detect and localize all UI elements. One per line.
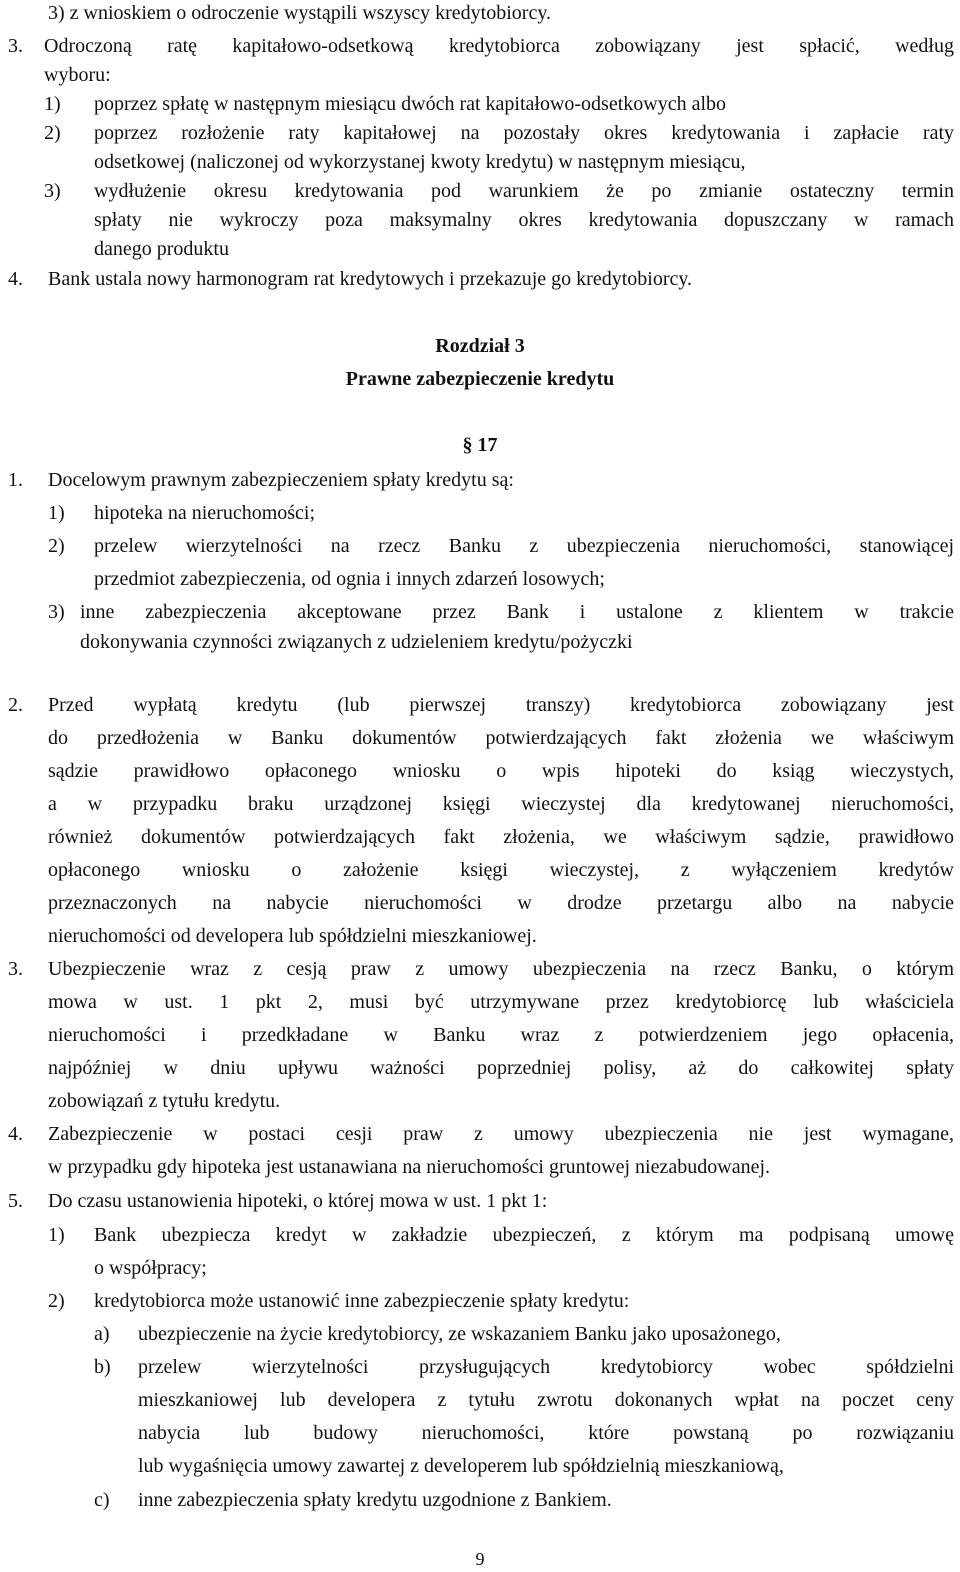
paragraph-3-line: wyboru: [44,64,111,86]
list-item-number: 1) [48,1224,65,1246]
paragraph-5-number: 5. [8,1190,23,1212]
list-item-number: 2) [48,535,65,557]
list-item: o współpracy; [94,1257,207,1279]
paragraph-3-number: 3. [8,35,23,57]
paragraph-4: Bank ustala nowy harmonogram rat kredytowych i przekazuje go kredytobiorcy. [48,268,693,290]
list-item: poprzez spłatę w następnym miesiącu dwóch rat kapitałowo-odsetkowych albo [94,93,727,115]
sub-item-line: nabycia lub budowy nieruchomości, które powstaną po rozwiązaniu [138,1422,954,1444]
list-item: Bank ubezpiecza kredyt w zakładzie ubezpieczeń, z którym ma podpisaną umowę [94,1224,954,1246]
sub-item-line: mieszkaniowej lub developera z tytułu zwrotu dokonanych wpłat na poczet ceny [138,1389,954,1411]
list-item-number: 2) [48,1290,65,1312]
list-item: dokonywania czynności związanych z udzieleniem kredytu/pożyczki [80,631,633,653]
sub-item: ubezpieczenie na życie kredytobiorcy, ze wskazaniem Banku jako uposażonego, [138,1323,781,1345]
paragraph-2-line: nieruchomości od developera lub spółdzielni mieszkaniowej. [48,925,537,947]
sub-item-line: lub wygaśnięcia umowy zawartej z developerem lub spółdzielnią mieszkaniową, [138,1455,784,1477]
paragraph-3-line: zobowiązań z tytułu kredytu. [48,1090,281,1112]
paragraph-4-number: 4. [8,268,23,290]
paragraph-3-line: mowa w ust. 1 pkt 2, musi być utrzymywane przez kredytobiorcę lub właściciela [48,991,954,1013]
list-item-number: 1) [48,502,65,524]
paragraph-2-line: Przed wypłatą kredytu (lub pierwszej transzy) kredytobiorca zobowiązany jest [48,694,954,716]
paragraph-1-number: 1. [8,469,23,491]
paragraph-2-line: a w przypadku braku urządzonej księgi wieczystej dla kredytowanej nieruchomości, [48,793,954,815]
paragraph-2-line: do przedłożenia w Banku dokumentów potwierdzających fakt złożenia we właściwym [48,727,954,749]
paragraph-2-line: sądzie prawidłowo opłaconego wniosku o wpis hipoteki do ksiąg wieczystych, [48,760,954,782]
paragraph-2-number: 2. [8,694,23,716]
paragraph-3-number: 3. [8,958,23,980]
paragraph-4-line: w przypadku gdy hipoteka jest ustanawiana na nieruchomości gruntowej niezabudowanej. [48,1156,771,1178]
chapter-title: Prawne zabezpieczenie kredytu [345,368,615,390]
sub-item-number: b) [94,1356,111,1378]
list-item: odsetkowej (naliczonej od wykorzystanej kwoty kredytu) w następnym miesiącu, [94,151,746,173]
list-item: hipoteka na nieruchomości; [94,502,316,524]
page-number: 9 [475,1549,485,1569]
chapter-number: Rozdział 3 [435,335,525,357]
list-item: przelew wierzytelności na rzecz Banku z ubezpieczenia nieruchomości, stanowiącej [94,535,954,557]
sub-item-line: przelew wierzytelności przysługujących kredytobiorcy wobec spółdzielni [138,1356,954,1378]
paragraph-3-line: Ubezpieczenie wraz z cesją praw z umowy ubezpieczenia na rzecz Banku, o którym [48,958,954,980]
sub-item: inne zabezpieczenia spłaty kredytu uzgodnione z Bankiem. [138,1489,612,1511]
paragraph-3-line: Odroczoną ratę kapitałowo-odsetkową kredytobiorca zobowiązany jest spłacić, według [44,35,954,57]
paragraph-3-line: najpóźniej w dniu upływu ważności poprzedniej polisy, aż do całkowitej spłaty [48,1057,954,1079]
list-item-number: 3) [44,180,61,202]
list-item: spłaty nie wykroczy poza maksymalny okres kredytowania dopuszczany w ramach [94,209,954,231]
list-item: inne zabezpieczenia akceptowane przez Bank i ustalone z klientem w trakcie [80,601,954,623]
paragraph-2-line: opłaconego wniosku o założenie księgi wieczystej, z wyłączeniem kredytów [48,859,954,881]
list-item: poprzez rozłożenie raty kapitałowej na pozostały okres kredytowania i zapłacie raty [94,122,954,144]
list-item-number: 3) [48,601,65,623]
paragraph-2-line: przeznaczonych na nabycie nieruchomości w drodze przetargu albo na nabycie [48,892,954,914]
list-item: przedmiot zabezpieczenia, od ognia i innych zdarzeń losowych; [94,568,605,590]
paragraph-4-number: 4. [8,1123,23,1145]
list-item: wydłużenie okresu kredytowania pod warunkiem że po zmianie ostateczny termin [94,180,954,202]
paragraph-1: Docelowym prawnym zabezpieczeniem spłaty kredytu są: [48,469,514,491]
sub-item-number: a) [94,1323,110,1345]
top-item-3: 3) z wnioskiem o odroczenie wystąpili wszyscy kredytobiorcy. [48,2,552,24]
list-item-number: 1) [44,93,61,115]
paragraph-4-line: Zabezpieczenie w postaci cesji praw z umowy ubezpieczenia nie jest wymagane, [48,1123,954,1145]
section-symbol: § 17 [462,434,498,456]
paragraph-3-line: nieruchomości i przedkładane w Banku wraz z potwierdzeniem jego opłacenia, [48,1024,954,1046]
list-item: danego produktu [94,238,229,260]
list-item-number: 2) [44,122,61,144]
list-item: kredytobiorca może ustanowić inne zabezpieczenie spłaty kredytu: [94,1290,630,1312]
sub-item-number: c) [94,1489,110,1511]
paragraph-2-line: również dokumentów potwierdzających fakt złożenia, we właściwym sądzie, prawidłowo [48,826,954,848]
paragraph-5: Do czasu ustanowienia hipoteki, o której mowa w ust. 1 pkt 1: [48,1190,548,1212]
